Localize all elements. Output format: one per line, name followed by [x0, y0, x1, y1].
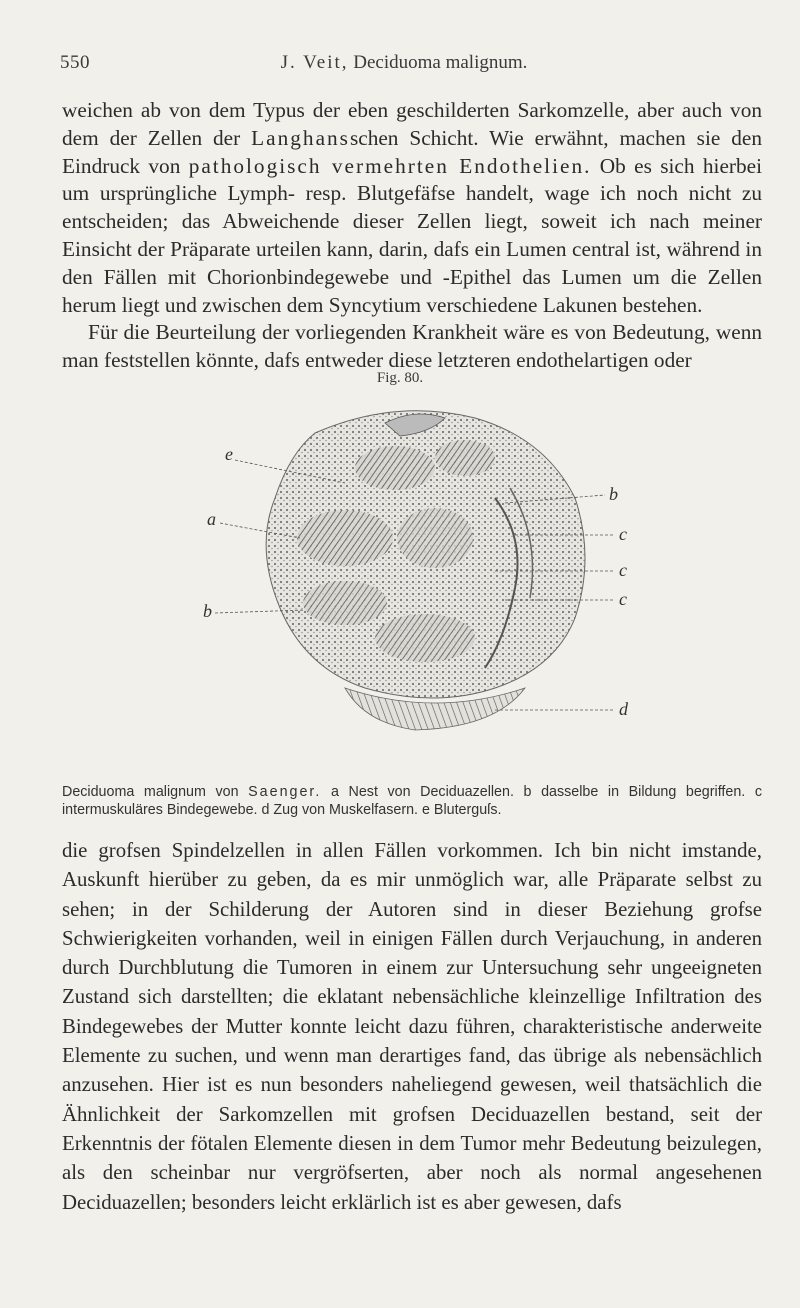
body-text-bottom	[62, 836, 762, 1217]
running-head-author: J. Veit,	[280, 52, 349, 73]
paragraph-2: Für die Beurteilung der vorliegenden Krankheit wäre es von Bedeutung, wenn man feststellen könnte, dafs entweder diese letzteren endothelartigen oder	[62, 320, 762, 373]
paragraph-3: die grofsen Spindelzellen in allen Fällen vorkommen. Ich bin nicht imstande, Auskunft hierüber zu geben, da es mir unmöglich war, alle Präparate selbst zu sehen; in der Schilderung der Autoren sind in dieser Beziehung grofse Schwierigkeiten vorhanden, weil in einigen Fällen durch Verjauchung, in anderen durch Durchblutung die Tumoren in einem zur Untersuchung sehr ungeeigneten Zustand sich darstellten; die eklatant nebensächliche kleinzellige Infiltration des Bindegewebes der Mutter konnte leicht dazu führen, charakteristische anderweite Elemente zu suchen, und wenn man derartiges fand, das übrige als nebensächlich anzusehen. Hier ist es nun besonders naheliegend gewesen, weil thatsächlich die Ähnlichkeit der Sarkomzellen mit grofsen Deciduazellen bestand, seit der Erkenntnis der fötalen Elemente diesen in dem Tumor mehr Bedeutung beizulegen, als den scheinbar nur vergröfserten, aber noch als normal angesehenen Deciduazellen; besonders leicht erklärlich ist es aber gewesen, dafs	[62, 839, 762, 1214]
label-b-right: b	[609, 484, 618, 504]
label-b-left: b	[203, 601, 212, 621]
figure-80-illustration	[195, 388, 655, 768]
cell-nest	[355, 446, 435, 490]
figure-caption: Deciduoma malignum von Saenger. a Nest von Deciduazellen. b dasselbe in Bildung begriffen. c intermuskuläres Bindegewebe. d Zug von Muskelfasern. e Bluterguſs.	[62, 784, 762, 818]
label-e: e	[225, 444, 233, 464]
label-a: a	[207, 509, 216, 529]
figure-label: Fig. 80.	[376, 370, 424, 386]
cell-nest	[303, 581, 387, 625]
cell-nest	[435, 440, 495, 476]
label-c-3: c	[619, 589, 627, 609]
histology-drawing	[195, 388, 655, 768]
page-number: 550	[60, 52, 90, 73]
running-header	[60, 50, 748, 78]
paragraph-1: weichen ab von dem Typus der eben geschilderten Sarkomzelle, aber auch von dem der Zellen der Langhansschen Schicht. Wie erwähnt, machen sie den Eindruck von pathologisch vermehrten Endothelien. Ob es sich hierbei um ursprüngliche Lymph- resp. Blutgefäfse handelt, wage ich noch nicht zu entscheiden; das Abweichende dieser Zellen liegt, soweit ich nach meiner Einsicht der Präparate urteilen kann, darin, dafs ein Lumen central ist, während in den Fällen mit Chorionbindegewebe und -Epithel das Lumen um die Zellen herum liegt und zwischen dem Syncytium verschiedene Lakunen bestehen.	[62, 98, 763, 317]
running-head-title: Deciduoma malignum.	[353, 52, 528, 73]
cell-nest	[375, 614, 475, 662]
running-head	[60, 52, 748, 74]
label-c-1: c	[619, 524, 627, 544]
label-d: d	[619, 699, 628, 719]
cell-nest	[397, 508, 473, 568]
cell-nest	[297, 510, 393, 566]
label-c-2: c	[619, 560, 627, 580]
body-text-top	[62, 97, 762, 375]
